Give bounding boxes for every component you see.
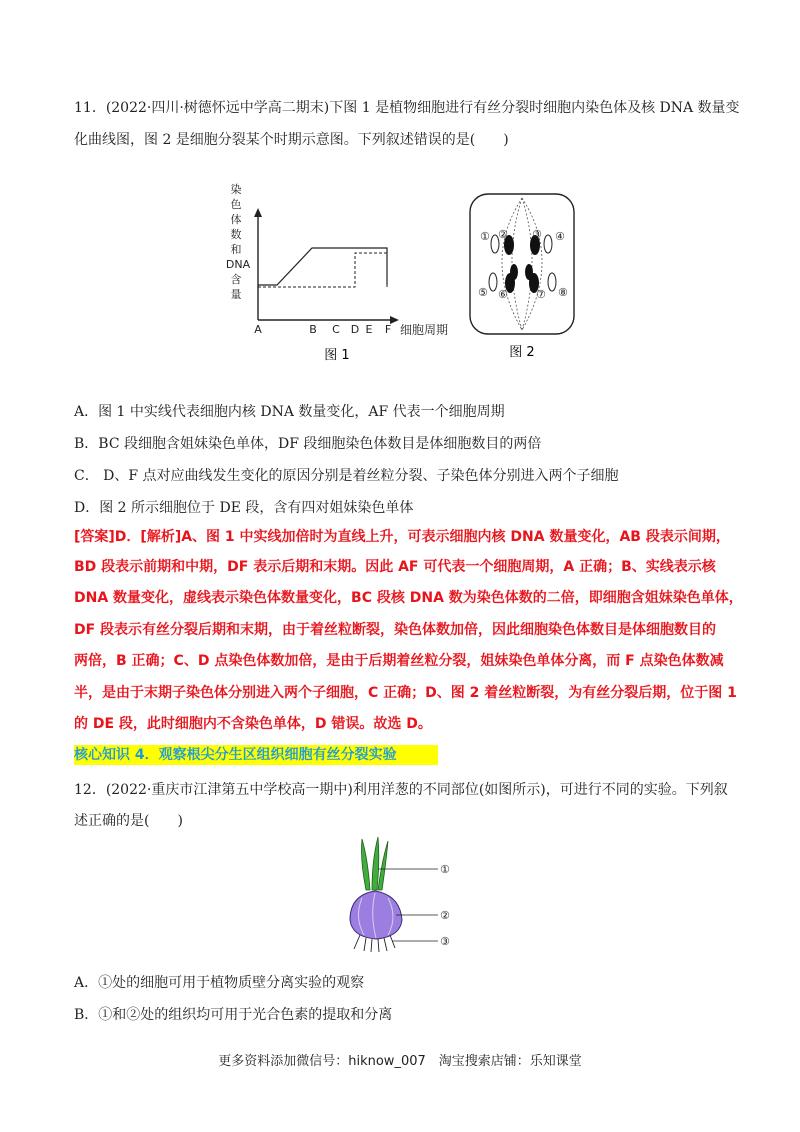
q11-answer-line: 半，是由于末期子染色体分别进入两个子细胞，C 正确；D、图 2 着丝粒断裂，为有丝分裂后期，位于图 1 [74,685,737,701]
q12-stem-line2: 述正确的是( ) [74,813,183,829]
fig1-xtick: C [332,323,340,336]
onion-label: ② [440,909,450,922]
fig2-spindle [502,198,542,330]
fig2-label: ② [498,228,508,241]
fig1-dna-line [258,248,387,285]
q11-figure1 [222,175,482,365]
fig2-cell-wall [470,194,574,334]
q11-option-c: C． D、F 点对应曲线发生变化的原因分别是着丝粒分裂、子染色体分别进入两个子细胞 [74,468,619,484]
fig1-ylabel [226,182,251,301]
q11-figure2 [462,190,582,365]
fig2-label: ① [480,230,490,243]
q11-option-a: A．图 1 中实线代表细胞内核 DNA 数量变化，AF 代表一个细胞周期 [74,404,505,420]
fig1-xtick: D [350,323,360,336]
q12-option-a: A．①处的细胞可用于植物质壁分离实验的观察 [74,975,365,991]
fig1-x-arrow [390,316,399,324]
q11-option-d: D．图 2 所示细胞位于 DE 段，含有四对姐妹染色单体 [74,500,414,516]
fig2-caption: 图 2 [509,345,535,360]
q11-answer-line: [答案]D．[解析]A、图 1 中实线加倍时为直线上升，可表示细胞内核 DNA 数量变化，AB 段表示间期， [74,529,730,545]
fig2-label: ⑥ [498,288,508,301]
page-footer: 更多资料添加微信号：hiknow_007 淘宝搜索店铺：乐知课堂 [218,1054,582,1069]
q12-option-b: B．①和②处的组织均可用于光合色素的提取和分离 [74,1007,393,1023]
onion-leaves [362,837,389,890]
fig1-chromosome-line [258,253,387,287]
q11-answer-line: 两倍，B 正确；C、D 点染色体数加倍，是由于后期着丝粒分裂，姐妹染色单体分离，而 F 点染色体数减 [74,653,724,669]
fig1-xtick: A [254,323,262,336]
fig2-chromosomes [489,235,556,293]
fig1-ylabel-char: 含 [230,273,242,286]
fig1-ylabel-char: 数 [230,228,242,241]
fig1-ylabel-char: 色 [230,198,242,211]
fig2-label: ④ [555,230,565,243]
fig2-label: ⑧ [558,286,568,299]
fig1-ylabel-char: DNA [225,258,251,271]
q11-answer-line: BD 段表示前期和中期，DF 表示后期和末期。因此 AF 可代表一个细胞周期，A 正确；B、实线表示核 [74,559,716,575]
q11-answer-line: DNA 数量变化，虚线表示染色体数量变化，BC 段核 DNA 数为染色体数的二倍，即细胞含姐妹染色单体， [74,590,743,606]
fig1-ylabel-char: 量 [230,288,242,301]
q11-stem-line2: 化曲线图，图 2 是细胞分裂某个时期示意图。下列叙述错误的是( ) [74,132,509,148]
onion-label: ③ [440,935,450,948]
onion-label: ① [440,863,450,876]
onion-bulb [350,891,402,939]
fig1-caption: 图 1 [324,348,350,363]
fig1-xtick: B [309,323,317,336]
fig1-y-arrow [254,208,262,217]
fig1-xlabel: 细胞周期 [400,323,449,337]
q11-answer-line: DF 段表示有丝分裂后期和末期，由于着丝粒断裂，染色体数加倍，因此细胞染色体数目是体细胞数目的 [74,622,717,638]
fig1-ylabel-char: 和 [230,243,242,256]
q11-stem-line1: 11．(2022·四川·树德怀远中学高二期末)下图 1 是植物细胞进行有丝分裂时细胞内染色体及核 DNA 数量变 [74,100,740,116]
q11-option-b: B．BC 段细胞含姐妹染色单体，DF 段细胞染色体数目是体细胞数目的两倍 [74,436,542,452]
fig1-ylabel-char: 体 [230,213,242,226]
fig2-label: ⑤ [478,286,488,299]
section-heading: 核心知识 4．观察根尖分生区组织细胞有丝分裂实验 [74,745,438,765]
fig2-label: ③ [532,228,542,241]
q12-onion-figure [340,835,470,955]
fig1-xtick: E [365,323,373,336]
q12-stem-line1: 12．(2022·重庆市江津第五中学校高一期中)利用洋葱的不同部位(如图所示)，可进行不同的实验。下列叙 [74,782,728,798]
fig2-label: ⑦ [536,288,546,301]
fig1-xtick: F [384,323,392,336]
q11-answer-line: 的 DE 段，此时细胞内不含染色单体，D 错误。故选 D。 [74,716,432,732]
fig1-ylabel-char: 染 [230,183,242,196]
